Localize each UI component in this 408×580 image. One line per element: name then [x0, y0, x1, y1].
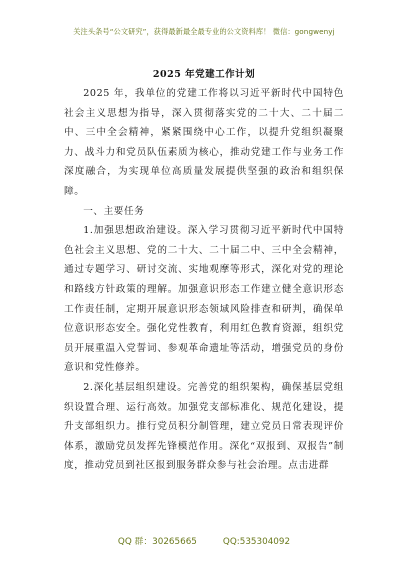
- task-paragraph-2: 2.深化基层组织建设。完善党的组织架构，确保基层党组织设置合理、运行高效。加强党支部标准化、规范化建设，提升支部组织力。推行党员积分制管理，建立党员日常表现评价体系，激励党员发挥先锋模范作用。深化“双报到、双报告”制度，推动党员到社区报到服务群众参与社会治理。点击进群: [64, 381, 344, 472]
- qq-number-text: QQ:535304092: [222, 537, 291, 547]
- section-heading: 一、主要任务: [83, 205, 145, 217]
- document-body: [64, 84, 344, 476]
- qq-group-text: QQ 群：30265665: [117, 537, 197, 547]
- document-title: 2025 年党建工作计划: [152, 69, 256, 80]
- header-promo-note: 关注头条号“公文研究”，获得最新最全最专业的公文资料库！ 微信：gongwenyj: [73, 27, 335, 36]
- intro-paragraph: 2025 年，我单位的党建工作将以习近平新时代中国特色社会主义思想为指导，深入贯彻落实党的二十大、二十届二中、三中全会精神，紧紧围绕中心工作，以提升党组织凝聚力、战斗力和党员队伍素质为核心，推动党建工作与业务工作深度融合，为实现单位高质量发展提供坚强的政治和组织保障。: [64, 88, 344, 197]
- task-paragraph-1: 1.加强思想政治建设。深入学习贯彻习近平新时代中国特色社会主义思想、党的二十大、二十届二中、三中全会精神，通过专题学习、研讨交流、实地观摩等形式，深化对党的理论和路线方针政策的理解。加强意识形态工作建立健全意识形态工作责任制，定期开展意识形态领域风险排查和研判，确保单位意识形态安全。强化党性教育，利用红色教育资源，组织党员开展重温入党誓词、参观革命遗址等活动，增强党员的身份意识和党性修养。: [64, 225, 344, 374]
- footer-contacts: [0, 534, 408, 547]
